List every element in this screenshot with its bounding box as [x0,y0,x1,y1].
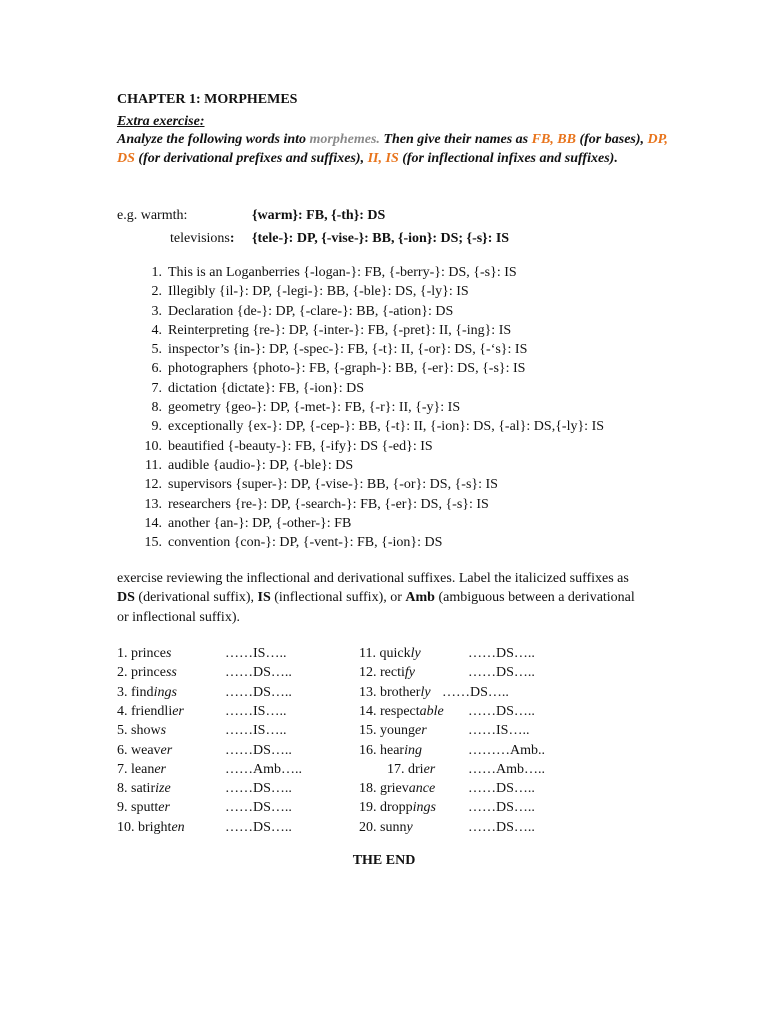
suffix-word-suffix: en [171,819,185,835]
suffix-answer: ……DS….. [468,665,535,681]
list-item-number: 9. [151,419,162,435]
list-item-text: photographers {photo-}: FB, {-graph-}: BB, {-er}: DS, {-s}: IS [168,361,526,377]
suffix-word-suffix: y [406,819,413,835]
suffix-word-suffix: ly [410,646,421,661]
suffix-word [117,741,172,760]
suffix-word [117,760,166,779]
list-item [138,495,604,514]
para-is: IS [257,590,271,606]
list-item [138,302,604,321]
suffix-word-base: griev [380,781,409,797]
the-end: THE END [352,853,416,868]
suffix-word-number: 1. [117,646,128,661]
list-item-number: 6. [151,361,162,377]
suffix-word [117,702,184,721]
list-item [138,379,604,398]
suffix-word-number: 12. [359,665,377,681]
para-part-3: (inflectional suffix), or [270,590,406,606]
suffix-word [359,818,413,837]
suffix-word-number: 19. [359,800,377,816]
list-item-text: audible {audio-}: DP, {-ble}: DS [168,457,354,473]
suffix-word-number: 6. [117,742,128,758]
list-item [138,340,604,359]
list-item-number: 4. [151,322,162,338]
suffix-word-number: 10. [117,819,135,835]
list-item-number: 1. [151,265,162,280]
list-item-number: 2. [151,284,162,300]
suffix-word [117,683,177,702]
suffix-word-base: weav [131,742,161,758]
suffix-word-suffix: er [172,703,184,719]
suffix-word-suffix: fy [404,665,415,681]
extra-exercise-colon: : [199,114,205,129]
list-item-number: 13. [144,496,162,512]
list-item [138,475,604,494]
example-warmth-answer-row [252,208,385,224]
suffix-word-number: 16. [359,742,377,758]
para-amb: Amb [405,590,435,606]
suffix-word-number: 20. [359,819,377,835]
suffix-answer: ……DS….. [468,800,535,816]
list-item-text: Declaration {de-}: DP, {-clare-}: BB, {-ation}: DS [168,303,454,319]
suffix-word-base: prince [131,646,166,661]
instr-part-4: (for derivational prefixes and suffixes), [134,150,368,166]
list-item-text: Illegibly {il-}: DP, {-legi-}: BB, {-ble}: DS, {-ly}: IS [168,284,469,300]
suffix-word-base: hear [380,742,405,758]
list-item-number: 8. [151,400,162,416]
suffix-answer: ……IS….. [225,646,287,661]
instr-ii-is: II, IS [367,150,399,166]
suffix-word-suffix: ly [420,684,431,700]
list-item [138,533,604,552]
suffix-word [117,721,166,740]
list-item-number: 11. [145,457,162,473]
suffix-word-base: young [380,723,415,739]
suffix-word-suffix: ings [153,684,177,700]
suffix-word [117,779,171,798]
list-item [138,282,604,301]
suffix-word-suffix: ance [408,781,436,797]
example-warmth-answer: {warm}: FB, {-th}: DS [252,208,386,223]
suffix-word-suffix: ss [165,665,177,681]
list-item-text: beautified {-beauty-}: FB, {-ify}: DS {-ed}: IS [168,438,433,454]
suffix-word-base: dropp [380,800,413,816]
para-part-2: (derivational suffix), [134,590,258,606]
suffix-answer: ……DS….. [225,781,292,797]
suffix-word-base: sputt [131,800,159,816]
list-item-text: exceptionally {ex-}: DP, {-cep-}: BB, {-t}: II, {-ion}: DS, {-al}: DS,{-ly}: IS [168,419,605,435]
list-item-text: researchers {re-}: DP, {-search-}: FB, {-er}: DS, {-s}: IS [168,496,489,512]
suffix-word-suffix: er [160,742,173,758]
suffix-word-suffix: s [165,646,172,661]
suffix-word-base: lean [131,761,155,777]
suffix-answer: ……DS….. [468,646,535,661]
list-item-number: 3. [151,303,162,319]
list-item-number: 10. [144,438,162,454]
suffix-word-suffix: ize [155,781,171,797]
suffix-word [117,663,177,682]
suffix-answer: ………Amb.. [468,742,545,758]
suffix-word [359,741,422,760]
suffix-word [359,721,427,740]
para-part-1: exercise reviewing the inflectional and derivational suffixes. Label the italicized suffixes as [117,571,629,586]
suffix-word-suffix: er [158,800,170,816]
suffix-word-number: 9. [117,800,128,816]
list-item [138,321,604,340]
list-item-text: geometry {geo-}: DP, {-met-}: FB, {-r}: II, {-y}: IS [168,400,461,416]
suffix-word-number: 17. [387,761,405,777]
suffix-word [359,683,431,702]
instr-dp-ds: DP, DS [117,132,668,166]
suffix-word-base: quick [379,646,411,661]
suffix-answer: ……DS….. [468,819,535,835]
list-item-text: This is an Loganberries {-logan-}: FB, {-berry-}: DS, {-s}: IS [168,265,517,280]
suffix-word [387,760,435,779]
instructions [117,131,677,168]
example-televisions-colon: : [229,231,235,246]
instr-morphemes: morphemes. [309,132,380,147]
suffix-word-suffix: er [415,723,427,739]
instr-part-3: (for bases), [575,132,648,147]
suffix-word-base: respect [380,703,420,719]
example-televisions [170,231,235,247]
suffix-word-number: 7. [117,761,128,777]
suffix-answer: ……DS….. [225,665,292,681]
suffix-word-number: 5. [117,723,128,739]
para-ds: DS [117,590,135,606]
suffix-word-suffix: ings [412,800,437,816]
list-item [138,514,604,533]
list-item-text: Reinterpreting {re-}: DP, {-inter-}: FB, {-pret}: II, {-ing}: IS [168,322,512,338]
example-prefix: e.g. warmth: [117,208,188,223]
instr-part-1: Analyze the following words into [117,132,310,147]
suffix-word [117,818,185,837]
suffix-answer: ……IS….. [468,723,530,739]
suffix-word-base: brother [380,684,421,700]
suffix-word-base: bright [138,819,172,835]
example-televisions-answer-row [252,231,509,247]
suffix-word-base: dri [408,761,424,777]
list-item [138,437,604,456]
suffix-word-base: recti [380,665,405,681]
suffix-word [359,798,436,817]
suffix-word [359,702,444,721]
suffix-word [359,644,421,663]
morpheme-analysis-list [138,263,604,552]
suffix-word-number: 18. [359,781,377,797]
suffix-answer: ……Amb….. [468,761,545,777]
suffix-answer: ……DS….. [442,684,509,700]
suffix-word-base: friendli [131,703,173,719]
list-item-text: inspector’s {in-}: DP, {-spec-}: FB, {-t}: II, {-or}: DS, {-‘s}: IS [168,342,528,358]
chapter-title: CHAPTER 1: MORPHEMES [117,92,298,107]
example-televisions-answer: {tele-}: DP, {-vise-}: BB, {-ion}: DS; {-s}: IS [252,231,510,246]
list-item-number: 15. [144,535,162,551]
instr-part-5: (for inflectional infixes and suffixes). [398,150,618,166]
suffix-word-number: 3. [117,684,128,700]
suffix-word-base: sunn [380,819,407,835]
suffix-word-number: 14. [359,703,377,719]
suffix-word-number: 2. [117,665,128,681]
suffix-word-suffix: able [419,703,444,719]
suffix-word-number: 13. [359,684,377,700]
suffix-word-number: 15. [359,723,377,739]
example-televisions-word: televisions [170,231,230,246]
extra-exercise-label: Extra exercise [117,114,200,129]
suffix-answer: ……DS….. [468,703,535,719]
suffix-word [117,644,171,663]
list-item [138,398,604,417]
suffix-answer: ……Amb….. [225,761,302,777]
suffix-word-base: show [131,723,161,739]
list-item [138,359,604,378]
extra-exercise-heading [117,114,205,130]
instr-fb-bb: FB, BB [531,132,576,147]
list-item-text: supervisors {super-}: DP, {-vise-}: BB, {-or}: DS, {-s}: IS [168,477,498,493]
suffix-word-base: find [131,684,154,700]
list-item-number: 12. [144,477,162,493]
list-item-number: 5. [151,342,162,358]
suffix-answer: ……DS….. [225,800,292,816]
suffix-word-base: satir [131,781,156,797]
para-part-4: (ambiguous between a derivational or inflectional suffix). [117,590,635,625]
suffix-word-number: 11. [359,646,376,661]
suffix-answer: ……IS….. [225,703,287,719]
suffix-word-base: prince [131,665,166,681]
suffix-word [359,779,435,798]
list-item-text: dictation {dictate}: FB, {-ion}: DS [168,380,365,396]
suffix-answer: ……DS….. [225,819,292,835]
list-item [138,263,604,282]
list-item [138,417,604,436]
example-warmth [117,208,187,224]
suffix-word [117,798,170,817]
suffix-word-suffix: ing [404,742,422,758]
list-item [138,456,604,475]
suffix-answer: ……DS….. [225,684,292,700]
suffix-word-number: 8. [117,781,128,797]
suffix-word-suffix: s [160,723,167,739]
suffix-answer: ……DS….. [225,742,292,758]
suffix-word-suffix: er [154,761,166,777]
suffix-answer: ……DS….. [468,781,535,797]
list-item-text: convention {con-}: DP, {-vent-}: FB, {-ion}: DS [168,535,443,551]
instr-part-2: Then give their names as [379,132,532,147]
list-item-text: another {an-}: DP, {-other-}: FB [168,515,352,531]
list-item-number: 7. [151,380,162,396]
suffix-word-number: 4. [117,703,128,719]
suffix-word [359,663,415,682]
list-item-number: 14. [144,515,162,531]
suffix-word-suffix: er [423,761,436,777]
suffix-exercise-instructions [117,569,637,627]
suffix-answer: ……IS….. [225,723,287,739]
